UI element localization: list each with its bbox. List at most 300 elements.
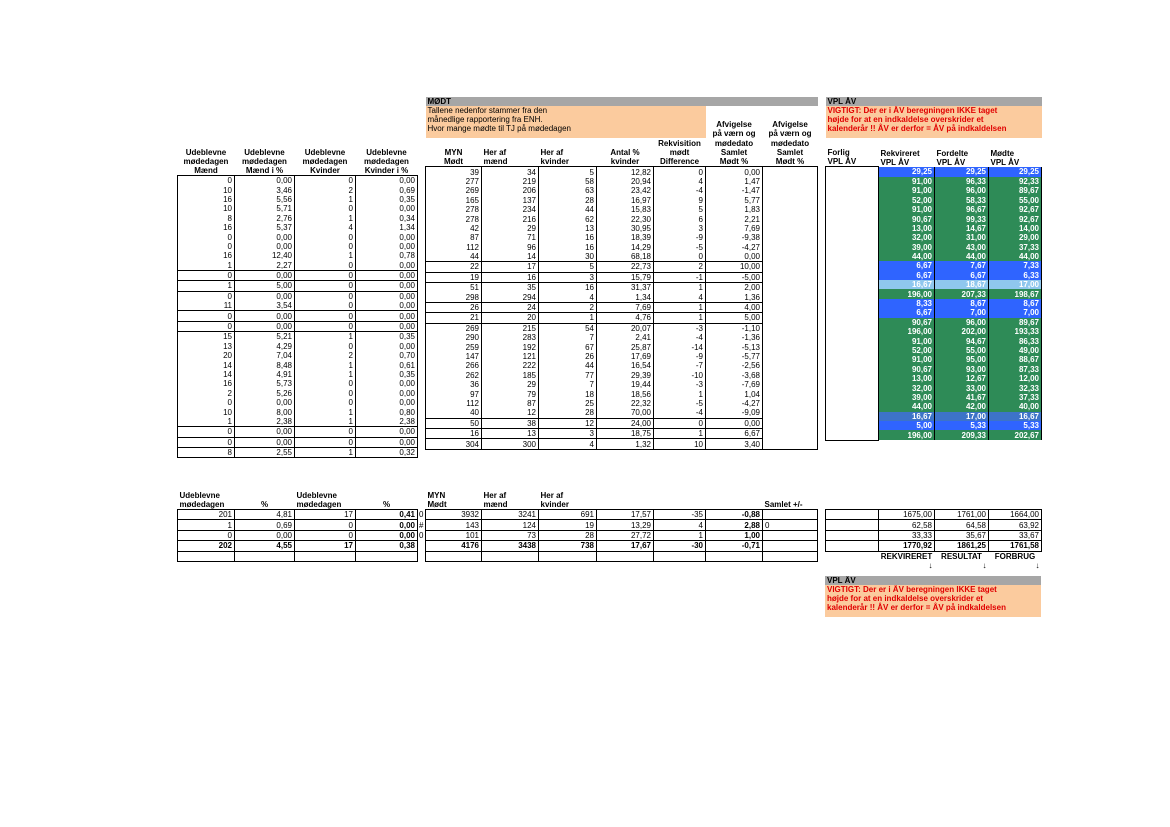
forlig-cell [826, 402, 879, 411]
table-cell: -4 [654, 408, 706, 418]
table-cell: 0 [295, 342, 356, 351]
table-cell: 0,00 [706, 418, 763, 428]
table-cell: 77 [539, 371, 597, 380]
table-cell: 16,97 [597, 196, 654, 205]
table-cell: 15,79 [597, 272, 654, 282]
summary-cell: -30 [654, 541, 706, 551]
summary-cell: 0,38 [356, 541, 418, 551]
table-row [178, 389, 418, 398]
table-cell: 16 [178, 195, 235, 204]
vpl-block [825, 97, 1042, 441]
table-row [826, 177, 1042, 186]
table-cell: 8,48 [235, 360, 295, 369]
table-row [426, 428, 818, 438]
summary-cell: 4176 [426, 541, 482, 551]
empty-cell [826, 561, 879, 570]
table-cell: 79 [482, 389, 539, 398]
table-cell: 0,00 [356, 291, 418, 301]
table-cell: 22 [426, 262, 482, 272]
table-cell: 0,34 [356, 214, 418, 223]
table-cell-empty [763, 233, 818, 242]
table-cell: 20,94 [597, 177, 654, 186]
summary-cell: 35,67 [935, 530, 989, 540]
table-cell: 5,73 [235, 379, 295, 388]
table-cell: -5,77 [706, 352, 763, 361]
header-samlet-modt2: mødedato Samlet Mødt % [770, 139, 810, 167]
summary-cell: 0 [295, 520, 356, 530]
summary-cell: 0,00 [235, 530, 295, 540]
table-cell: 0 [295, 398, 356, 407]
vpl-cell: 44,00 [935, 252, 989, 261]
summary-row [826, 530, 1042, 540]
table-cell: 1,32 [597, 439, 654, 449]
vpl-cell: 6,67 [935, 271, 989, 280]
summary-cell: 201 [178, 510, 235, 520]
header-deviation2: Afvigelse på værn og [768, 120, 812, 139]
table-cell: 185 [482, 371, 539, 380]
table-cell-empty [763, 323, 818, 333]
table-cell: 5 [539, 167, 597, 177]
table-cell: 10 [654, 439, 706, 449]
table-cell: 25 [539, 399, 597, 408]
table-cell: 0,00 [356, 204, 418, 213]
summary-cell: 33,33 [879, 530, 935, 540]
table-cell-empty [763, 252, 818, 262]
vpl-cell: 207,33 [935, 289, 989, 298]
table-cell: 278 [426, 205, 482, 214]
summary-cell: 0,00 [356, 530, 418, 540]
table-row [426, 361, 818, 370]
summary-cell: -35 [654, 510, 706, 520]
table-cell: 15 [178, 332, 235, 342]
table-cell: 0 [295, 389, 356, 398]
table-cell-empty [763, 283, 818, 293]
table-cell: 0 [295, 311, 356, 321]
table-cell: 5 [654, 205, 706, 214]
vpl-cell: 44,00 [879, 252, 935, 261]
table-cell: 4 [539, 439, 597, 449]
vpl-cell: 196,00 [879, 327, 935, 336]
table-cell: 0 [295, 321, 356, 331]
table-cell: 16 [178, 223, 235, 232]
table-cell: 0,00 [235, 321, 295, 331]
header-absent-men-pct: Udeblevne mødedagen Mænd i % [242, 148, 287, 175]
vpl-cell: 16,67 [989, 412, 1042, 421]
summary-cell: 1675,00 [879, 510, 935, 520]
summary-cell: 64,58 [935, 520, 989, 530]
forlig-cell [826, 224, 879, 233]
summary-cell: 1 [178, 520, 235, 530]
vpl-cell: 96,33 [935, 177, 989, 186]
vpl-cell: 7,67 [935, 261, 989, 270]
summary-cell: 3932 [426, 510, 482, 520]
table-cell: 0,00 [356, 270, 418, 280]
vpl-cell: 87,33 [989, 365, 1042, 374]
table-cell: 0 [654, 418, 706, 428]
empty-cell [356, 551, 418, 561]
forlig-cell [826, 271, 879, 280]
vpl-cell: 5,33 [989, 421, 1042, 430]
table-row [426, 323, 818, 333]
vpl-cell: 7,33 [989, 261, 1042, 270]
table-cell: 298 [426, 292, 482, 302]
table-cell: 0,00 [356, 301, 418, 311]
table-cell: 19 [426, 272, 482, 282]
table-cell: -1 [654, 272, 706, 282]
table-row [826, 196, 1042, 205]
table-cell: 3 [654, 224, 706, 233]
table-cell: 17,69 [597, 352, 654, 361]
summary-cell [763, 541, 818, 551]
table-row [826, 327, 1042, 336]
table-cell: 0,00 [356, 379, 418, 388]
table-row [426, 389, 818, 398]
empty-cell [706, 551, 763, 561]
table-cell: 10 [178, 185, 235, 194]
summary-row [426, 520, 818, 530]
vpl-cell: 89,67 [989, 318, 1042, 327]
vpl-cell: 91,00 [879, 355, 935, 364]
vpl-cell: 7,00 [989, 308, 1042, 317]
table-cell-empty [763, 333, 818, 342]
table-cell: 0,32 [356, 447, 418, 457]
table-cell: 0,00 [356, 398, 418, 407]
table-cell: 0,00 [235, 242, 295, 251]
vpl-cell: 198,67 [989, 289, 1042, 298]
table-row [426, 333, 818, 342]
table-cell: 24,00 [597, 418, 654, 428]
table-cell: 192 [482, 342, 539, 351]
table-cell: 1,34 [356, 223, 418, 232]
vpl-cell: 89,67 [989, 186, 1042, 195]
table-cell: 44 [539, 361, 597, 370]
forlig-cell [826, 365, 879, 374]
table-cell: 3,40 [706, 439, 763, 449]
vpl-cell: 96,67 [935, 205, 989, 214]
modt-title: MØDT [426, 97, 818, 106]
vpl-cell: 91,00 [879, 177, 935, 186]
table-cell: 1,47 [706, 177, 763, 186]
summary-cell [763, 530, 818, 540]
table-cell: 12,40 [235, 251, 295, 260]
vpl-cell: 33,00 [935, 383, 989, 392]
table-row [178, 270, 418, 280]
table-cell: 34 [482, 167, 539, 177]
vpl-cell: 8,33 [879, 299, 935, 308]
table-cell: 0 [178, 242, 235, 251]
footer-label-forbrug: FORBRUG [994, 551, 1036, 561]
table-cell: -7 [654, 361, 706, 370]
table-cell: 0 [295, 379, 356, 388]
summary-cell: -0,88 [706, 510, 763, 520]
header-modte: Mødte VPL ÅV [990, 148, 1020, 167]
table-cell: 29 [482, 380, 539, 389]
table-cell: 24 [482, 302, 539, 312]
table-cell: 17 [482, 262, 539, 272]
table-cell: -5 [654, 243, 706, 252]
table-cell: 16 [178, 251, 235, 260]
summary-cell: 0,00 [356, 520, 418, 530]
table-row [826, 252, 1042, 261]
vpl-cell: 37,33 [989, 243, 1042, 252]
vpl-cell: 12,00 [989, 374, 1042, 383]
summary-cell: 202 [178, 541, 235, 551]
table-cell: 0,00 [356, 427, 418, 437]
vpl-cell: 86,33 [989, 336, 1042, 345]
table-cell: -5,00 [706, 272, 763, 282]
table-cell: 0 [295, 437, 356, 447]
vpl-title-2: VPL ÅV [825, 576, 1041, 585]
table-cell-empty [763, 313, 818, 323]
table-cell: 294 [482, 292, 539, 302]
table-cell: 1 [654, 313, 706, 323]
forlig-cell [826, 177, 879, 186]
table-cell: -2,56 [706, 361, 763, 370]
table-cell: 7 [539, 333, 597, 342]
table-cell: 7,69 [597, 302, 654, 312]
vpl-cell: 14,67 [935, 224, 989, 233]
table-cell-empty [763, 224, 818, 233]
table-cell: 22,30 [597, 214, 654, 223]
table-cell-empty [763, 243, 818, 252]
table-cell: 0 [178, 232, 235, 241]
table-cell: 58 [539, 177, 597, 186]
table-cell: 0,00 [235, 437, 295, 447]
table-cell: 222 [482, 361, 539, 370]
table-cell: 5,37 [235, 223, 295, 232]
table-cell: 1 [178, 417, 235, 427]
vpl-cell: 31,00 [935, 233, 989, 242]
table-cell: 1 [295, 417, 356, 427]
table-row [826, 412, 1042, 421]
table-cell: 5 [539, 262, 597, 272]
forlig-cell [826, 421, 879, 430]
summary-row [178, 510, 426, 520]
header-forlig: Forlig VPL ÅV [827, 148, 857, 167]
table-row [826, 318, 1042, 327]
vpl-cell: 52,00 [879, 346, 935, 355]
table-cell: 14 [178, 360, 235, 369]
table-cell: 25,87 [597, 342, 654, 351]
table-cell: 0 [654, 252, 706, 262]
forlig-cell [826, 289, 879, 298]
table-cell: 30,95 [597, 224, 654, 233]
table-cell: 1 [295, 195, 356, 204]
forlig-cell [826, 374, 879, 383]
table-row [426, 292, 818, 302]
table-cell: 10 [178, 204, 235, 213]
table-row [178, 242, 418, 251]
vpl-cell: 91,00 [879, 336, 935, 345]
table-cell: 147 [426, 352, 482, 361]
table-cell: 87 [482, 399, 539, 408]
forlig-cell [826, 243, 879, 252]
table-row [426, 380, 818, 389]
table-cell: 20 [178, 351, 235, 360]
header-rekvisition: Rekvisition mødt Difference [658, 139, 701, 167]
table-row [426, 302, 818, 312]
forlig-cell [826, 261, 879, 270]
table-row [426, 205, 818, 214]
table-cell: 22,32 [597, 399, 654, 408]
vpl-summary [825, 488, 1042, 570]
vpl-cell: 196,00 [879, 430, 935, 440]
table-cell: 44 [539, 205, 597, 214]
table-row [826, 299, 1042, 308]
vpl-cell: 12,67 [935, 374, 989, 383]
summary-cell: 19 [539, 520, 597, 530]
vpl-cell: 8,67 [989, 299, 1042, 308]
table-cell: 12,82 [597, 167, 654, 177]
vpl-cell: 6,33 [989, 271, 1042, 280]
vpl-cell: 29,25 [879, 167, 935, 177]
summary-row [826, 520, 1042, 530]
forlig-cell [826, 346, 879, 355]
table-cell: 0,35 [356, 332, 418, 342]
table-cell: 71 [482, 233, 539, 242]
vpl-cell: 6,67 [879, 261, 935, 270]
vpl-cell: 55,00 [989, 196, 1042, 205]
summary-cell: 3438 [482, 541, 539, 551]
table-cell: 4 [654, 177, 706, 186]
table-row [178, 417, 418, 427]
table-cell: 10 [178, 407, 235, 416]
table-cell: 1,83 [706, 205, 763, 214]
summary-row [178, 530, 426, 540]
table-cell: 4 [295, 223, 356, 232]
vpl-cell: 6,67 [879, 308, 935, 317]
table-cell: 67 [539, 342, 597, 351]
forlig-cell [826, 252, 879, 261]
table-row [426, 243, 818, 252]
table-cell: 0,69 [356, 185, 418, 194]
absence-summary-table [177, 488, 426, 562]
vpl-cell: 44,00 [989, 252, 1042, 261]
empty-cell [235, 551, 295, 561]
table-cell: 2,00 [706, 283, 763, 293]
vpl-cell: 58,33 [935, 196, 989, 205]
table-cell: 8 [178, 447, 235, 457]
table-cell: 0,70 [356, 351, 418, 360]
table-cell: 38 [482, 418, 539, 428]
table-cell: 20,07 [597, 323, 654, 333]
vpl-cell: 6,67 [879, 271, 935, 280]
table-cell: 11 [178, 301, 235, 311]
table-row [826, 261, 1042, 270]
table-cell: 0,00 [235, 232, 295, 241]
vpl-cell: 95,00 [935, 355, 989, 364]
table-cell: 112 [426, 399, 482, 408]
attendance-table [425, 97, 818, 450]
table-row [826, 421, 1042, 430]
summary-header-kvinder: Her af kvinder [540, 491, 569, 509]
table-cell: 18,39 [597, 233, 654, 242]
table-cell: 0 [178, 311, 235, 321]
table-row [826, 205, 1042, 214]
vpl-cell: 39,00 [879, 393, 935, 402]
table-row [426, 262, 818, 272]
vpl-cell: 41,67 [935, 393, 989, 402]
table-cell: 6 [654, 214, 706, 223]
vpl-summary-table [825, 488, 1042, 570]
vpl-cell: 209,33 [935, 430, 989, 440]
header-fordelte: Fordelte VPL ÅV [936, 148, 969, 167]
table-cell: 0,00 [356, 437, 418, 447]
footer-label-rekvireret: REKVIRERET [880, 551, 933, 561]
forlig-cell [826, 214, 879, 223]
table-cell: 1 [295, 447, 356, 457]
table-cell: 1,36 [706, 292, 763, 302]
table-cell-empty [763, 439, 818, 449]
table-cell: 0,00 [356, 176, 418, 186]
table-cell: -3 [654, 380, 706, 389]
table-cell: 1,34 [597, 292, 654, 302]
summary-cell: 13,29 [597, 520, 654, 530]
table-cell: 4 [539, 292, 597, 302]
table-cell: 1 [295, 214, 356, 223]
table-cell: 12 [539, 418, 597, 428]
empty-cell [763, 551, 818, 561]
summary-cell: 73 [482, 530, 539, 540]
table-cell: 3 [539, 428, 597, 438]
vpl-cell: 92,67 [989, 205, 1042, 214]
vpl-cell: 96,00 [935, 186, 989, 195]
table-cell: 0 [295, 261, 356, 271]
table-cell: 121 [482, 352, 539, 361]
table-cell: 16 [426, 428, 482, 438]
summary-cell: 2,88 [706, 520, 763, 530]
table-cell: 0 [295, 242, 356, 251]
table-cell: 12 [482, 408, 539, 418]
table-cell: 7 [539, 380, 597, 389]
left-block [177, 142, 418, 458]
summary-cell: 143 [426, 520, 482, 530]
summary-row [826, 541, 1042, 551]
table-cell: -1,10 [706, 323, 763, 333]
table-cell-empty [763, 380, 818, 389]
table-cell: 283 [482, 333, 539, 342]
table-cell-empty [763, 389, 818, 398]
summary-row [178, 541, 426, 551]
table-row [426, 196, 818, 205]
forlig-cell [826, 299, 879, 308]
summary-cell: 4 [654, 520, 706, 530]
summary-cell: 1761,58 [989, 541, 1042, 551]
table-row [178, 311, 418, 321]
summary-cell: 33,67 [989, 530, 1042, 540]
table-row [426, 186, 818, 195]
summary-cell: 4,81 [235, 510, 295, 520]
header-absent-women-pct: Udeblevne mødedagen Kvinder i % [364, 148, 409, 175]
forlig-cell [826, 233, 879, 242]
table-cell: 29,39 [597, 371, 654, 380]
vpl-cell: 91,00 [879, 186, 935, 195]
table-cell: 0,00 [235, 427, 295, 437]
table-cell: 1 [654, 283, 706, 293]
summary-cell: 0 [295, 530, 356, 540]
table-row [178, 214, 418, 223]
table-cell: 51 [426, 283, 482, 293]
table-row [426, 439, 818, 449]
table-cell-empty [763, 399, 818, 408]
left-summary [177, 488, 426, 562]
table-row [826, 430, 1042, 440]
table-cell: 26 [539, 352, 597, 361]
table-cell: 68,18 [597, 252, 654, 262]
empty-cell [482, 551, 539, 561]
summary-cell: 0,69 [235, 520, 295, 530]
table-row [426, 352, 818, 361]
